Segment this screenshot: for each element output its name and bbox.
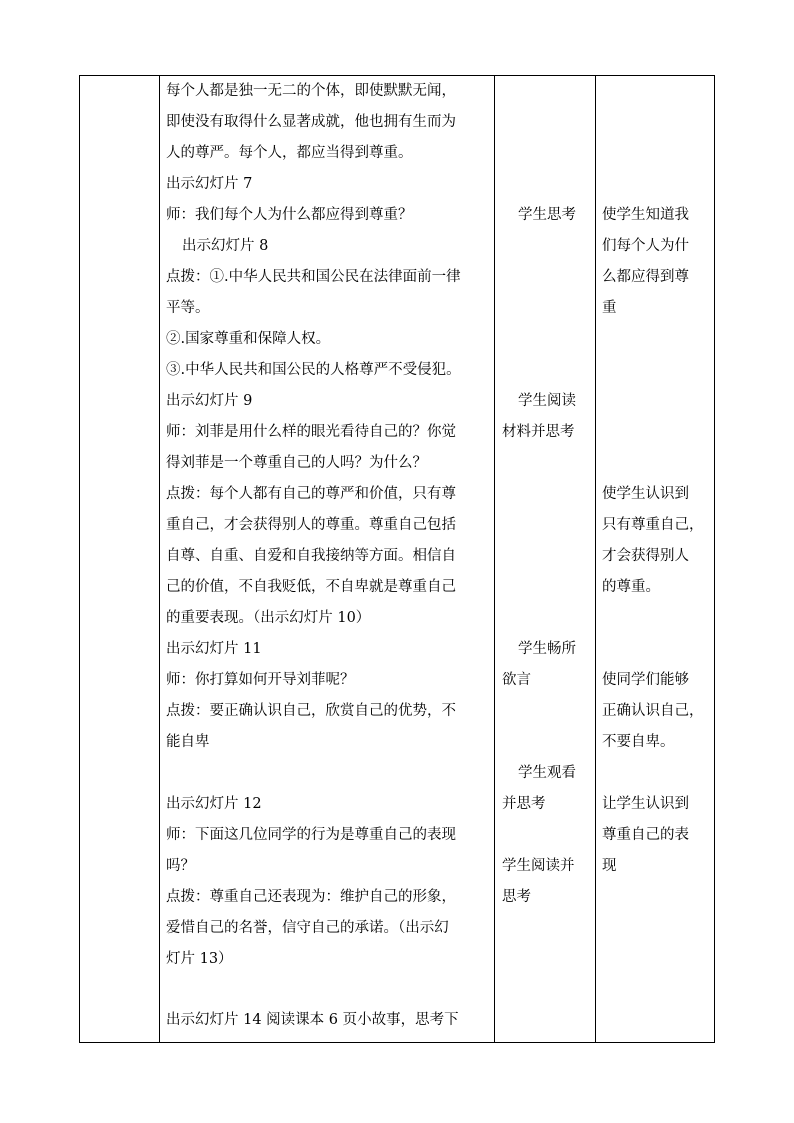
activity-line: 思考 xyxy=(502,889,531,905)
content-line: 的重要表现。（出示幻灯片 10） xyxy=(166,610,371,626)
content-line: 出示幻灯片 11 xyxy=(166,641,262,657)
goal-line: 让学生认识到 xyxy=(602,796,689,812)
goal-line: 只有尊重自己， xyxy=(602,517,704,533)
content-line: 师：刘菲是用什么样的眼光看待自己的？你觉 xyxy=(166,424,456,440)
content-line: 出示幻灯片 14 阅读课本 6 页小故事，思考下 xyxy=(166,1012,459,1028)
table-border-right xyxy=(714,75,715,1043)
content-line: 人的尊严。每个人，都应当得到尊重。 xyxy=(166,145,413,161)
table-divider-3 xyxy=(595,75,596,1043)
table-divider-1 xyxy=(159,75,160,1043)
goal-line: 使学生认识到 xyxy=(602,486,689,502)
activity-line: 欲言 xyxy=(502,672,531,688)
content-line: 灯片 13） xyxy=(166,951,233,967)
activity-line: 并思考 xyxy=(502,796,546,812)
content-line: 点拨：尊重自己还表现为：维护自己的形象， xyxy=(166,889,456,905)
student-activity-column xyxy=(502,200,592,913)
content-line: 师：我们每个人为什么都应得到尊重？ xyxy=(166,207,413,223)
table-border-left xyxy=(79,75,80,1043)
activity-line: 学生畅所 xyxy=(518,641,576,657)
teaching-content-column xyxy=(166,76,492,1036)
content-line: 师：你打算如何开导刘菲呢？ xyxy=(166,672,355,688)
goal-line: 使学生知道我 xyxy=(602,207,689,223)
goal-line: 正确认识自己， xyxy=(602,703,704,719)
goal-line: 现 xyxy=(602,858,617,874)
table-divider-2 xyxy=(494,75,495,1043)
content-line: 出示幻灯片 8 xyxy=(182,238,269,254)
content-line: 平等。 xyxy=(166,300,210,316)
goal-line: 尊重自己的表 xyxy=(602,827,689,843)
content-line: 出示幻灯片 7 xyxy=(166,176,253,192)
goal-line: 的尊重。 xyxy=(602,579,660,595)
content-line: 出示幻灯片 12 xyxy=(166,796,262,812)
content-line: 己的价值，不自我贬低，不自卑就是尊重自己 xyxy=(166,579,456,595)
teaching-goal-column xyxy=(602,200,712,882)
content-line: 出示幻灯片 9 xyxy=(166,393,253,409)
goal-line: 们每个人为什 xyxy=(602,238,689,254)
content-line: 点拨：每个人都有自己的尊严和价值，只有尊 xyxy=(166,486,456,502)
goal-line: 不要自卑。 xyxy=(602,734,675,750)
content-line: 师：下面这几位同学的行为是尊重自己的表现 xyxy=(166,827,456,843)
goal-line: 么都应得到尊 xyxy=(602,269,689,285)
content-line: 每个人都是独一无二的个体，即使默默无闻， xyxy=(166,83,456,99)
content-line: 重自己，才会获得别人的尊重。尊重自己包括 xyxy=(166,517,456,533)
activity-line: 学生阅读 xyxy=(518,393,576,409)
content-line: 能自卑 xyxy=(166,734,210,750)
table-bottom-border xyxy=(79,1042,714,1043)
content-line: 吗？ xyxy=(166,858,195,874)
goal-line: 使同学们能够 xyxy=(602,672,689,688)
goal-line: 重 xyxy=(602,300,617,316)
goal-line: 才会获得别人 xyxy=(602,548,689,564)
content-line: 点拨：要正确认识自己，欣赏自己的优势，不 xyxy=(166,703,456,719)
content-line: 爱惜自己的名誉，信守自己的承诺。（出示幻 xyxy=(166,920,449,936)
activity-line: 学生观看 xyxy=(518,765,576,781)
content-line: 得刘菲是一个尊重自己的人吗？为什么？ xyxy=(166,455,427,471)
content-line: ②.国家尊重和保障人权。 xyxy=(166,331,331,347)
activity-line: 学生阅读并 xyxy=(502,858,575,874)
content-line: ③.中华人民共和国公民的人格尊严不受侵犯。 xyxy=(166,362,461,378)
activity-line: 学生思考 xyxy=(518,207,576,223)
activity-line: 材料并思考 xyxy=(502,424,575,440)
content-line: 即使没有取得什么显著成就，他也拥有生而为 xyxy=(166,114,456,130)
content-line: 自尊、自重、自爱和自我接纳等方面。相信自 xyxy=(166,548,456,564)
content-line: 点拨：①.中华人民共和国公民在法律面前一律 xyxy=(166,269,461,285)
